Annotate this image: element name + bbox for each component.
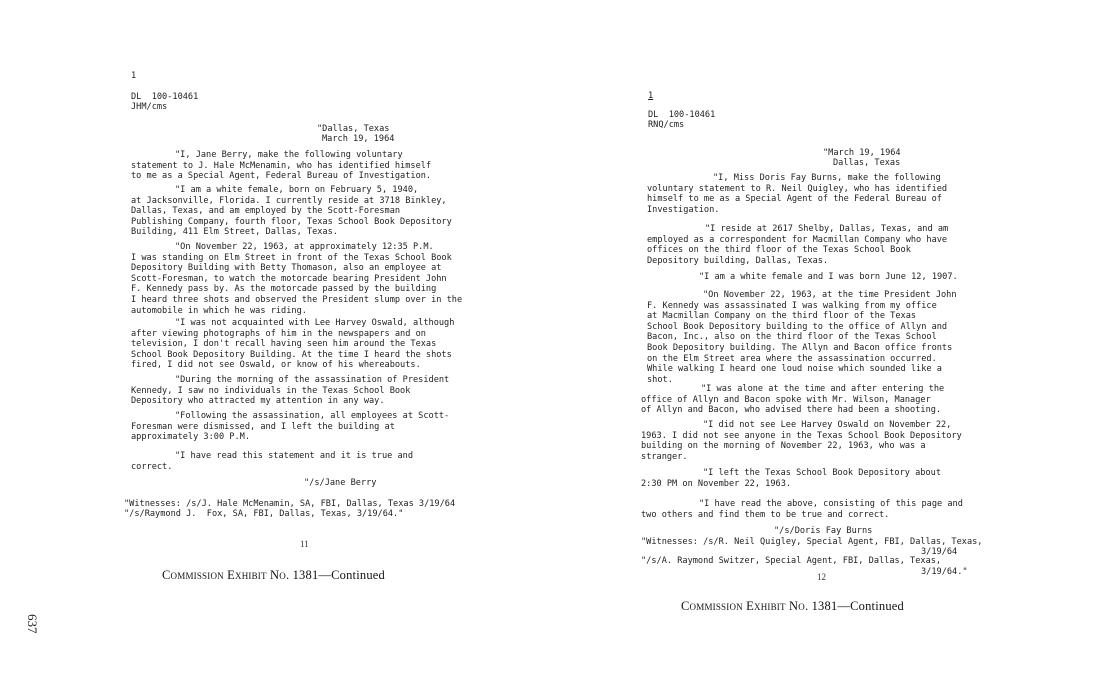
left-caption-prefix: Commission Exhibit No. (162, 568, 290, 582)
right-caption-prefix: Commission Exhibit No. (681, 599, 809, 613)
right-file-number: DL 100-10461 (648, 110, 716, 120)
right-caption-suffix: 1381—Continued (811, 599, 904, 613)
left-initials: JHM/cms (131, 102, 168, 112)
left-witnesses: "Witnesses: /s/J. Hale McMenamin, SA, FBI, Dallas, Texas 3/19/64 "/s/Raymond J. Fox, SA, FBI, Dallas, Texas, 3/19/64." (124, 499, 456, 520)
right-page-number: 12 (817, 572, 826, 582)
right-witnesses-line-2: "/s/A. Raymond Switzer, Special Agent, FBI, Dallas, Texas, (641, 556, 942, 566)
left-top-mark: 1 (131, 71, 137, 81)
left-paragraph-2: "I am a white female, born on February 5, 1940, at Jacksonville, Florida. I currently reside at 3718 Binkley, Dallas, Texas, and am employed by the Scott-Foresman Publishing Company, fourth floor, Texas School Book Depository Building, 411 Elm Street, Dallas, Texas. (131, 185, 452, 238)
left-paragraph-1: "I, Jane Berry, make the following voluntary statement to J. Hale McMenamin, who has identified himself to me as a Special Agent, Federal Bureau of Investigation. (131, 150, 432, 182)
right-paragraph-1: "I, Miss Doris Fay Burns, make the following voluntary statement to R. Neil Quigley, who has identified himself to me as a Special Agent of the Federal Bureau of Investigation. (647, 173, 948, 215)
right-paragraph-4: "On November 22, 1963, at the time President John F. Kennedy was assassinated I was walking from my office at Macmillan Company on the third floor of the Texas School Book Depository building to the office of Allyn and Bacon, Inc., also on the third floor of the Texas School Book Depository building. The Allyn and Bacon office fronts on the Elm Street area where the assassination occurred. While walking I heard one loud noise which sounded like a shot. (647, 290, 957, 385)
left-signature: "/s/Jane Berry (304, 478, 377, 488)
right-caption (681, 599, 904, 614)
left-paragraph-6: "Following the assassination, all employees at Scott- Foresman were dismissed, and I left the building at approximately 3:00 P.M. (131, 411, 450, 443)
left-caption-suffix: 1381—Continued (292, 568, 385, 582)
right-paragraph-2: "I reside at 2617 Shelby, Dallas, Texas, and am employed as a correspondent for Macmillan Company who have offices on the third floor of the Texas School Book Depository building, Dallas, Texas. (647, 224, 949, 266)
right-paragraph-8: "I have read the above, consisting of this page and two others and find them to be true and correct. (641, 499, 963, 520)
right-witnesses-line-1: "Witnesses: /s/R. Neil Quigley, Special Agent, FBI, Dallas, Texas, (641, 537, 983, 547)
right-paragraph-7: "I left the Texas School Book Depository about 2:30 PM on November 22, 1963. (641, 468, 941, 489)
left-page-number: 11 (300, 539, 309, 549)
right-initials: RNQ/cms (648, 120, 685, 130)
left-file-number: DL 100-10461 (131, 92, 199, 102)
right-signature: "/s/Doris Fay Burns (774, 526, 873, 536)
right-paragraph-6: "I did not see Lee Harvey Oswald on November 22, 1963. I did not see anyone in the Texas School Book Depository building on the morning of November 22, 1963, who was a stranger. (641, 420, 962, 462)
right-date: "March 19, 1964 (823, 148, 901, 158)
right-witnesses-line-1-date: 3/19/64 (921, 547, 958, 557)
side-page-number: 637 (25, 614, 40, 634)
left-date: March 19, 1964 (322, 134, 395, 144)
left-place: "Dallas, Texas (317, 124, 390, 134)
left-paragraph-4: "I was not acquainted with Lee Harvey Oswald, although after viewing photographs of him in the newspapers and on television, I don't recall having seen him around the Texas School Book Depository Building. At the time I heard the shots fired, I did not see Oswald, or know of his whereabouts. (131, 318, 455, 371)
right-paragraph-3: "I am a white female and I was born June 12, 1907. (699, 272, 958, 282)
left-paragraph-3: "On November 22, 1963, at approximately 12:35 P.M. I was standing on Elm Street in front of the Texas School Book Depository Building with Betty Thomason, also an employee at Scott-Foresman, to watch the motorcade bearing President John F. Kennedy pass by. As the motorcade passed by the building I heard three shots and observed the President slump over in the automobile in which he was riding. (131, 242, 463, 316)
left-caption (162, 568, 385, 583)
left-paragraph-5: "During the morning of the assassination of President Kennedy, I saw no individuals in the Texas School Book Depository who attracted my attention in any way. (131, 375, 450, 407)
left-paragraph-7: "I have read this statement and it is true and correct. (131, 451, 413, 472)
right-page (547, 0, 1094, 691)
right-place: Dallas, Texas (833, 158, 901, 168)
right-top-mark: 1 (648, 91, 654, 101)
right-witnesses-line-2-date: 3/19/64." (921, 567, 968, 577)
right-paragraph-5: "I was alone at the time and after entering the office of Allyn and Bacon spoke with Mr. Wilson, Manager of Allyn and Bacon, who advised there had been a shooting. (641, 384, 945, 416)
